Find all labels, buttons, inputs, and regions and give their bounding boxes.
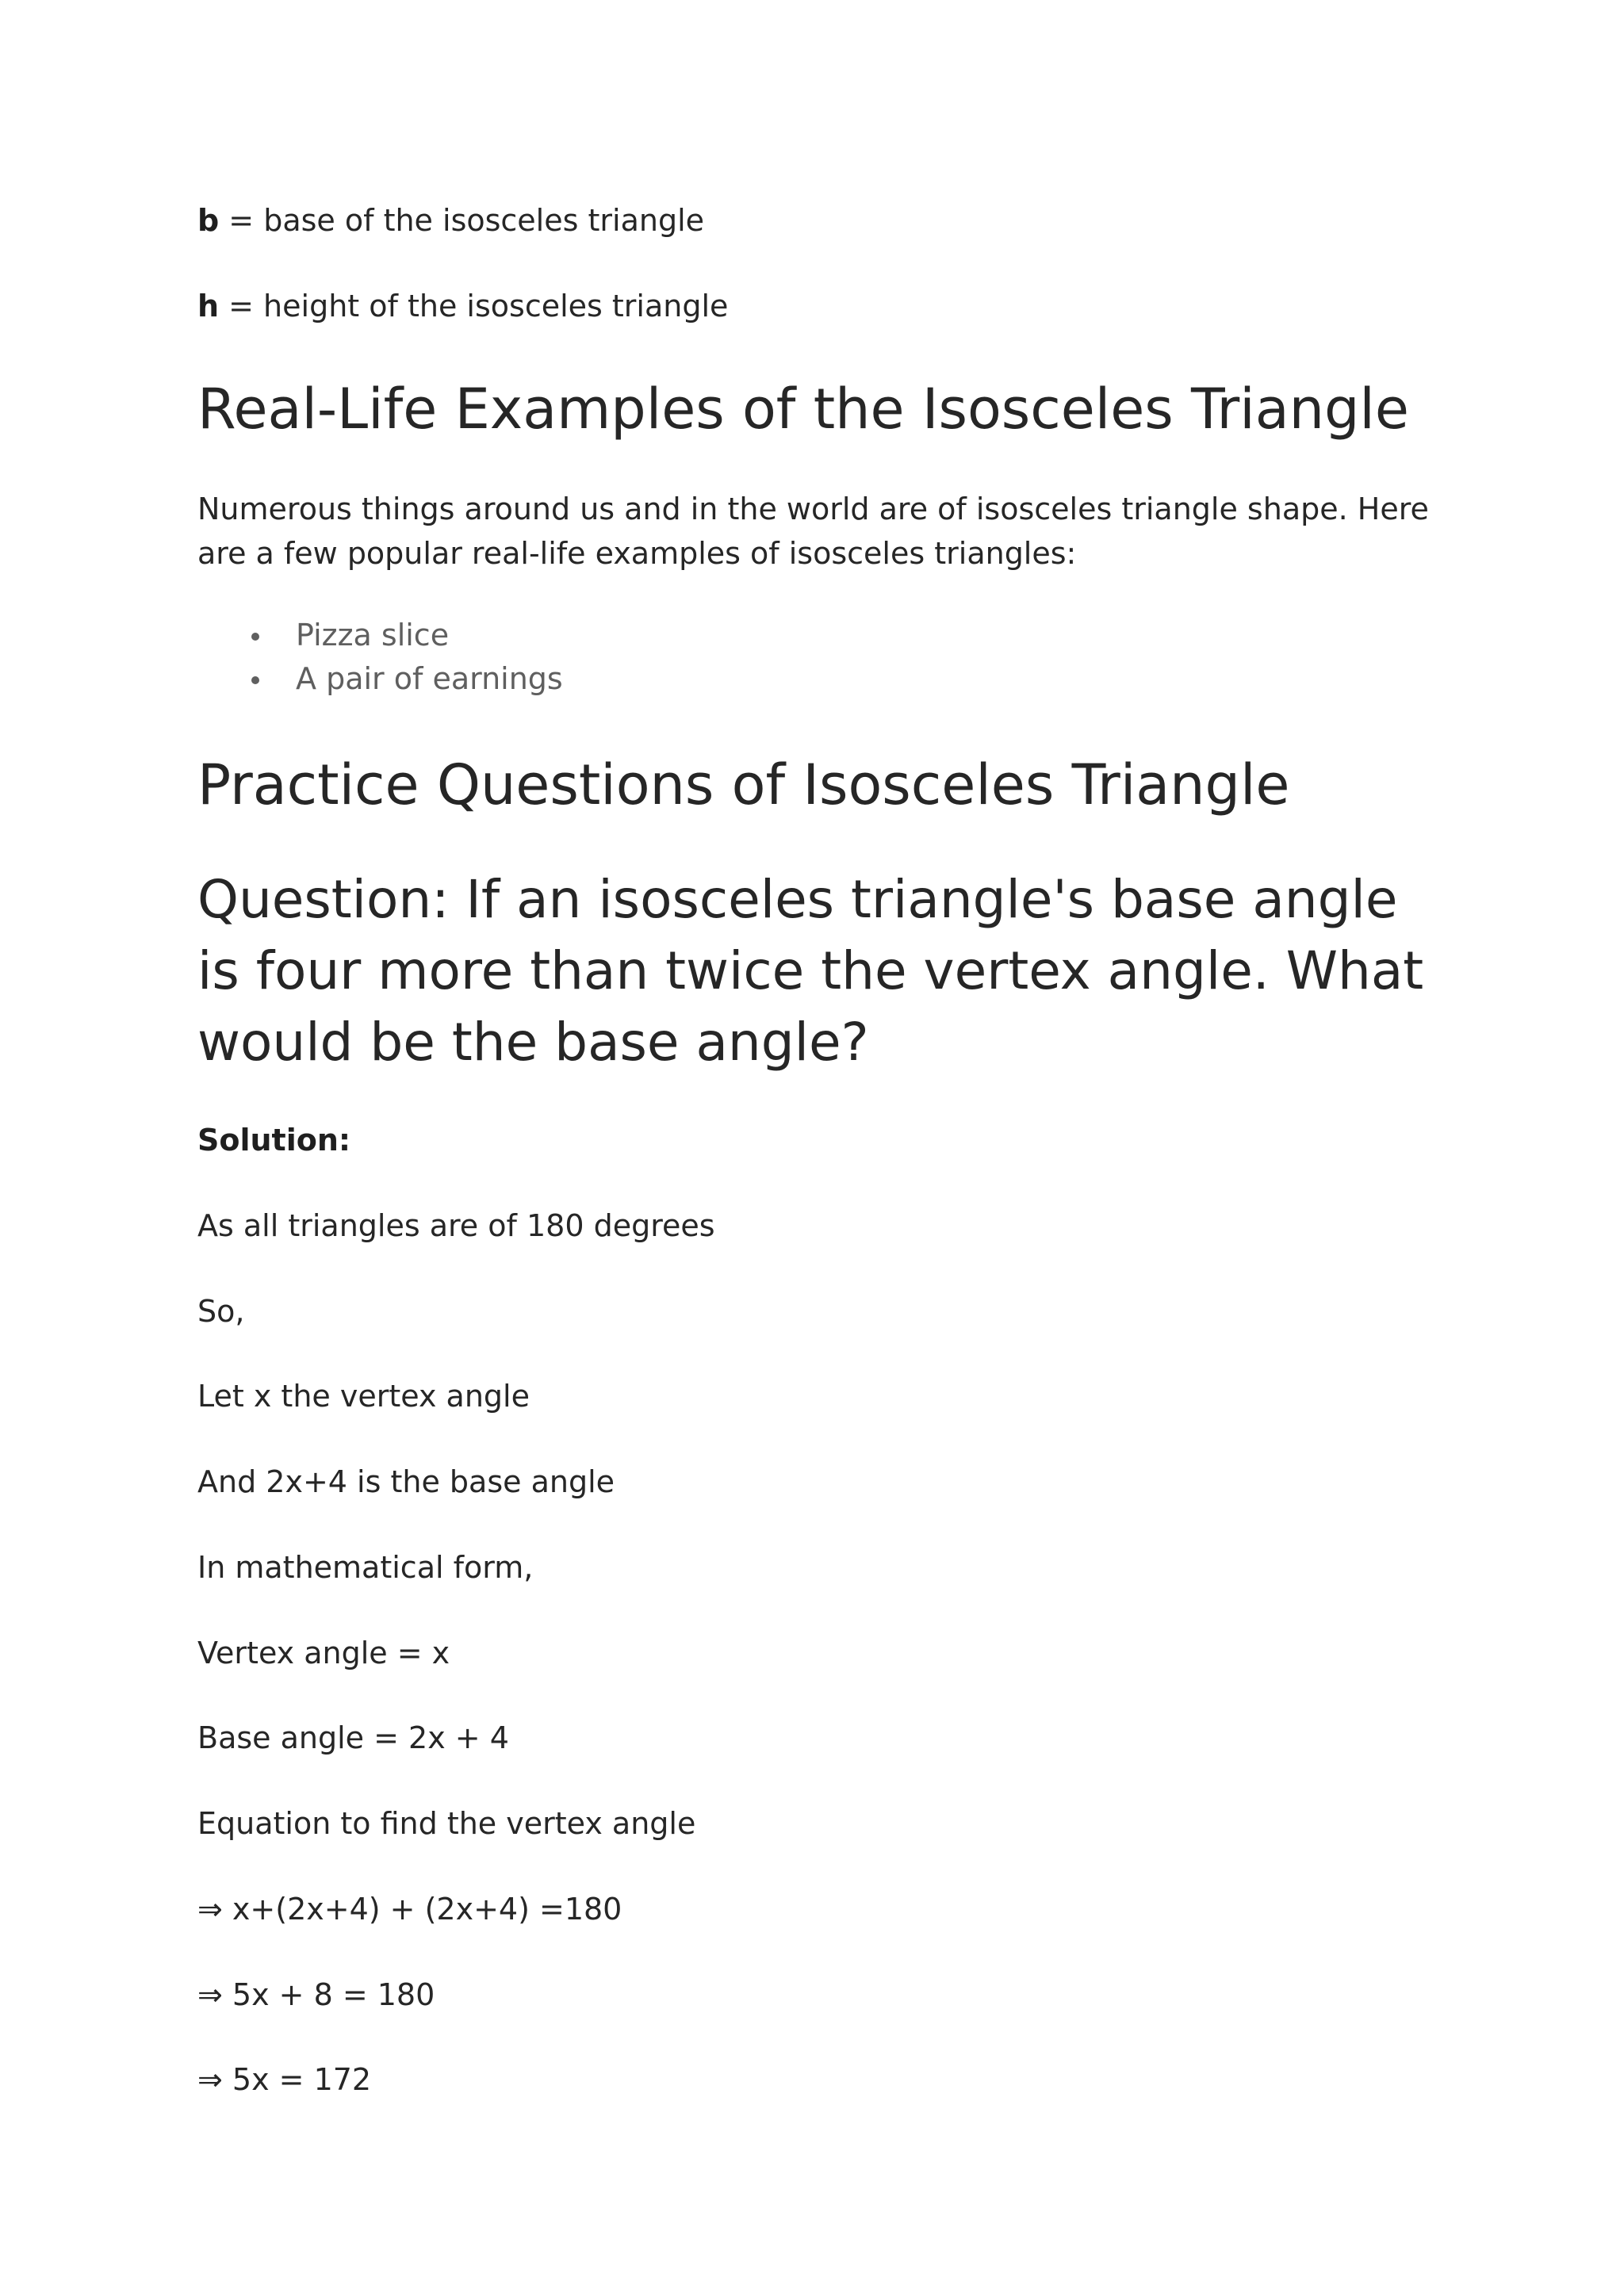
list-item: Pizza slice: [197, 614, 563, 657]
real-life-intro: Numerous things around us and in the world are of isosceles triangle shape. Here are a few popular real-life examples of isosceles triangles:: [197, 492, 1429, 571]
solution-step: Equation to find the vertex angle: [197, 1806, 696, 1841]
solution-step: Vertex angle = x: [197, 1636, 450, 1670]
heading-practice-questions: Practice Questions of Isosceles Triangle: [197, 752, 1290, 817]
solution-step: Let x the vertex angle: [197, 1379, 530, 1414]
solution-step: So,: [197, 1294, 245, 1329]
solution-step: Base angle = 2x + 4: [197, 1720, 509, 1755]
question-heading: Question: If an isosceles triangle's base angle is four more than twice the vertex angle. What would be the base angle?: [197, 869, 1424, 1073]
solution-step: As all triangles are of 180 degrees: [197, 1208, 715, 1243]
definition-text: = height of the isosceles triangle: [219, 289, 729, 323]
definition-base: [197, 201, 704, 239]
solution-label: Solution:: [197, 1123, 351, 1158]
definition-height: [197, 287, 728, 325]
solution-step: ⇒ 5x = 172: [197, 2062, 372, 2097]
list-item: A pair of earnings: [197, 657, 563, 701]
heading-real-life-examples: Real-Life Examples of the Isosceles Triangle: [197, 377, 1409, 442]
solution-step: In mathematical form,: [197, 1550, 534, 1585]
solution-step: ⇒ x+(2x+4) + (2x+4) =180: [197, 1892, 622, 1927]
solution-step: ⇒ 5x + 8 = 180: [197, 1977, 435, 2012]
real-life-examples-list: [197, 614, 563, 701]
definition-term: h: [197, 289, 220, 323]
definition-term: b: [197, 203, 220, 238]
solution-step: And 2x+4 is the base angle: [197, 1464, 615, 1499]
definition-text: = base of the isosceles triangle: [219, 203, 705, 238]
